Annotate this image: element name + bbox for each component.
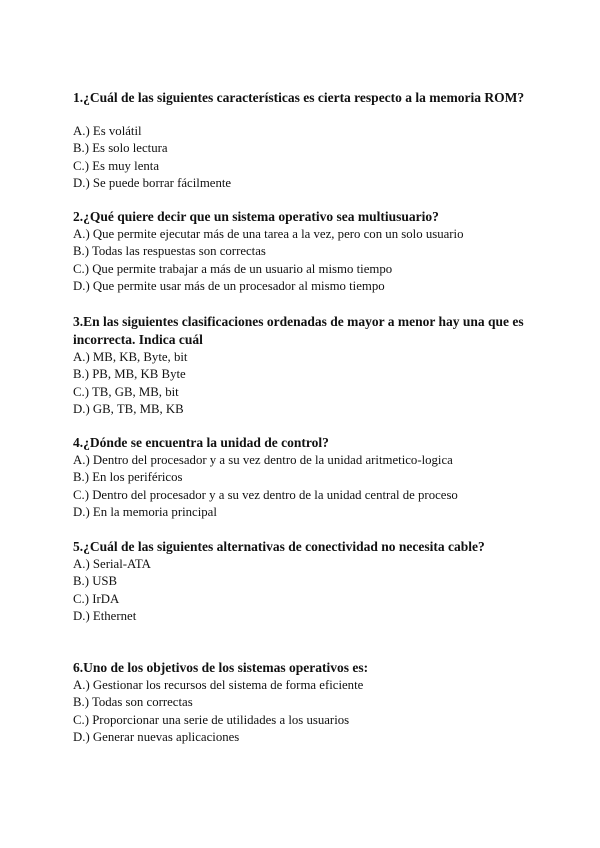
question-4 (73, 434, 540, 522)
option-d: D.) Que permite usar más de un procesador al mismo tiempo (73, 279, 385, 294)
question-1 (73, 89, 540, 193)
option-c: C.) Que permite trabajar a más de un usuario al mismo tiempo (73, 261, 393, 276)
option-c: C.) Proporcionar una serie de utilidades a los usuarios (73, 712, 350, 727)
option-a: A.) Es volátil (73, 124, 142, 138)
option-d: D.) Generar nuevas aplicaciones (73, 730, 240, 745)
option-b: B.) Todas las respuestas son correctas (73, 244, 266, 259)
option-a: A.) Serial-ATA (73, 557, 151, 571)
option-a: A.) Gestionar los recursos del sistema de forma eficiente (73, 678, 364, 692)
option-c: C.) Es muy lenta (73, 158, 160, 173)
question-title: 3.En las siguientes clasificaciones ordenadas de mayor a menor hay una que es incorrecta. Indica cuál (73, 314, 524, 347)
question-title: 1.¿Cuál de las siguientes características es cierta respecto a la memoria ROM? (73, 90, 525, 105)
option-a: A.) MB, KB, Byte, bit (73, 350, 188, 364)
question-title: 4.¿Dónde se encuentra la unidad de control? (73, 435, 329, 450)
option-c: C.) IrDA (73, 591, 120, 606)
option-a: A.) Que permite ejecutar más de una tarea a la vez, pero con un solo usuario (73, 227, 464, 241)
question-title: 5.¿Cuál de las siguientes alternativas de conectividad no necesita cable? (73, 539, 485, 554)
option-b: B.) PB, MB, KB Byte (73, 367, 186, 382)
option-b: B.) Es solo lectura (73, 141, 168, 156)
option-b: B.) Todas son correctas (73, 695, 193, 710)
option-d: D.) Se puede borrar fácilmente (73, 176, 232, 191)
option-d: D.) En la memoria principal (73, 505, 217, 520)
option-b: B.) USB (73, 574, 118, 589)
question-title: 2.¿Qué quiere decir que un sistema operativo sea multiusuario? (73, 209, 439, 224)
question-5 (73, 538, 540, 626)
question-2 (73, 208, 540, 296)
question-3 (73, 313, 540, 419)
option-b: B.) En los periféricos (73, 470, 183, 485)
option-c: C.) Dentro del procesador y a su vez dentro de la unidad central de proceso (73, 487, 458, 502)
option-d: D.) GB, TB, MB, KB (73, 402, 184, 417)
option-d: D.) Ethernet (73, 609, 137, 624)
option-c: C.) TB, GB, MB, bit (73, 384, 179, 399)
option-a: A.) Dentro del procesador y a su vez dentro de la unidad aritmetico-logica (73, 453, 453, 467)
question-title: 6.Uno de los objetivos de los sistemas operativos es: (73, 660, 369, 675)
question-6 (73, 659, 540, 747)
